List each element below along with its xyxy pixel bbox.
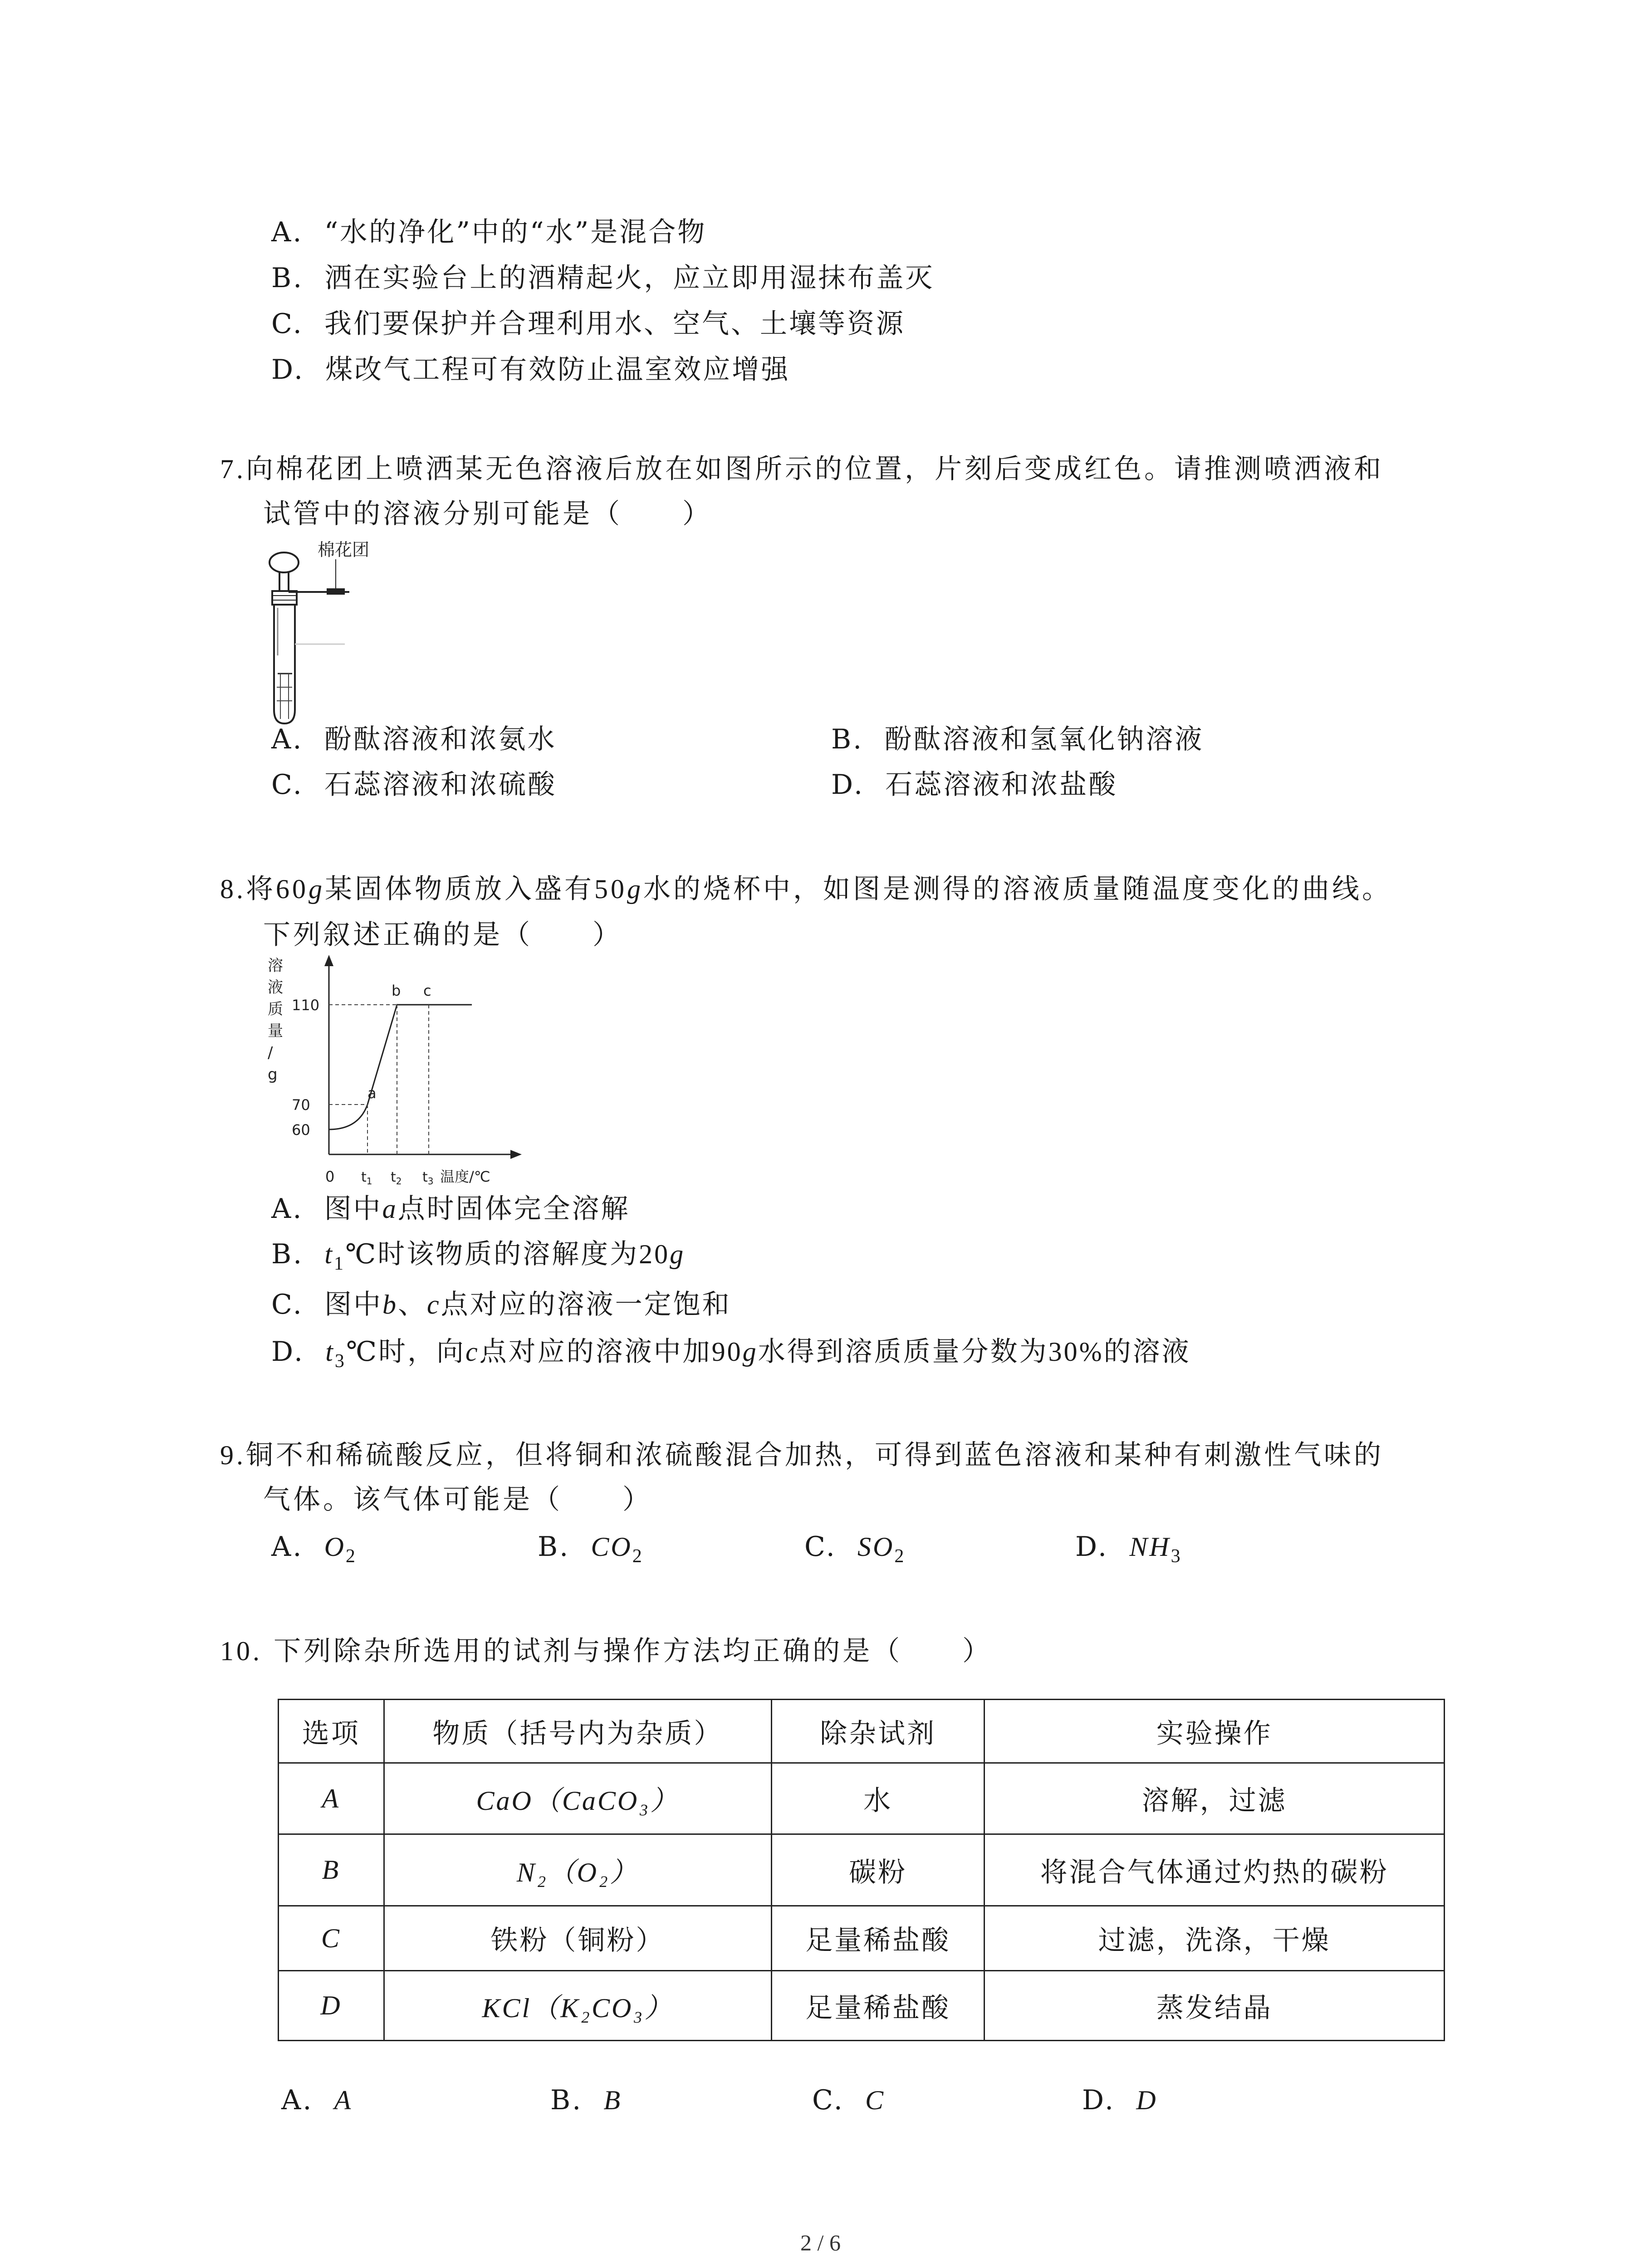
x-axis-label: 温度/℃: [440, 1168, 490, 1185]
option-letter: A.: [271, 723, 304, 755]
temp-var: t: [325, 1337, 335, 1367]
text: 点对应的溶液一定饱和: [441, 1289, 731, 1320]
option-value: D: [1136, 2085, 1158, 2115]
text: 点时固体完全溶解: [397, 1193, 630, 1225]
cotton-ball-label: 棉花团: [318, 540, 370, 560]
formula-sub: 2: [345, 1546, 357, 1567]
value: 20: [639, 1239, 670, 1269]
q9-option-d: [1075, 1529, 1182, 1565]
question-number: 10.: [220, 1636, 262, 1666]
q8-option-b: [271, 1236, 685, 1272]
cell-reagent: 水: [771, 1763, 984, 1834]
q9-option-a: [271, 1529, 357, 1565]
point-label-b: b: [392, 982, 401, 999]
y-axis-label-char: 质: [268, 1000, 283, 1018]
x-tick-label: $t_2$: [391, 1169, 402, 1187]
option-text: 酚酞溶液和氢氧化钠溶液: [884, 723, 1204, 755]
option-letter: C.: [812, 2084, 844, 2116]
formula: NH: [1129, 1532, 1171, 1562]
x-tick-label: $t_1$: [361, 1169, 372, 1187]
option-letter: C.: [271, 769, 304, 801]
option-letter: D.: [271, 1336, 305, 1368]
q7-option-c: [271, 767, 557, 803]
text: 图中: [324, 1289, 382, 1320]
formula-sub: 2: [894, 1546, 906, 1567]
question-text: 下列除杂所选用的试剂与操作方法均正确的是（ ）: [274, 1635, 993, 1667]
y-axis-label-char: 溶: [268, 957, 283, 975]
cell-reagent: 足量稀盐酸: [771, 1906, 984, 1971]
y-axis-label-char: 量: [268, 1022, 283, 1040]
cell-reagent: 足量稀盐酸: [771, 1971, 984, 2041]
text: 、: [398, 1289, 427, 1320]
q10-stem: [220, 1633, 992, 1669]
option-text: 煤改气工程可有效防止温室效应增强: [325, 354, 790, 386]
cell-operation: 溶解，过滤: [985, 1763, 1445, 1834]
y-axis-label-char: /: [268, 1044, 273, 1062]
option-letter: A.: [271, 216, 304, 248]
cell-operation: 过滤，洗涤，干燥: [985, 1906, 1445, 1971]
text: 水的烧杯中，如图是测得的溶液质量随温度变化的曲线。: [643, 873, 1392, 905]
question-text: 向棉花团上喷洒某无色溶液后放在如图所示的位置，片刻后变成红色。请推测喷洒液和: [246, 453, 1384, 485]
solution-mass-curve: [329, 1005, 472, 1129]
q9-option-b: [538, 1529, 644, 1565]
option-letter: B.: [538, 1531, 570, 1563]
text: 将: [246, 873, 276, 905]
option-text: 石蕊溶液和浓硫酸: [324, 769, 557, 801]
point-label-a: a: [367, 1085, 377, 1102]
formula: SO: [857, 1532, 895, 1562]
cell-option: A: [279, 1763, 384, 1834]
q8-option-d: [271, 1334, 1191, 1370]
point-var: b: [382, 1290, 398, 1320]
option-letter: B.: [271, 262, 304, 294]
option-letter: C.: [804, 1531, 837, 1563]
question-number: 7.: [220, 454, 246, 484]
reagent-table: [278, 1699, 1445, 2041]
option-value: C: [865, 2085, 886, 2115]
cell-option: D: [279, 1971, 384, 2041]
cell-substance: KCl（K₂CO₃）: [384, 1971, 771, 2041]
cell-substance: 铁粉（铜粉）: [384, 1906, 771, 1971]
table-row: [279, 1834, 1445, 1906]
cell-option: B: [279, 1834, 384, 1906]
header-cell: 物质（括号内为杂质）: [384, 1700, 771, 1763]
page-number: 2 / 6: [800, 2230, 841, 2255]
option-letter: B.: [831, 723, 864, 755]
q10-option-c: [812, 2082, 885, 2118]
option-text: 我们要保护并合理利用水、空气、土壤等资源: [324, 308, 905, 340]
q6-option-d: [271, 352, 790, 388]
mass-value: 50: [594, 874, 627, 904]
unit: g: [627, 874, 643, 904]
q10-option-b: [550, 2082, 622, 2118]
cell-reagent: 碳粉: [771, 1834, 984, 1906]
text: 某固体物质放入盛有: [325, 873, 594, 905]
option-letter: C.: [271, 308, 304, 340]
q10-option-a: [281, 2082, 353, 2118]
option-letter: D.: [1082, 2084, 1116, 2116]
table-row: [279, 1763, 1445, 1834]
formula: CO: [591, 1532, 632, 1562]
header-cell: 选项: [279, 1700, 384, 1763]
x-axis-arrow: [510, 1150, 522, 1159]
cell-operation: 蒸发结晶: [985, 1971, 1445, 2041]
option-text: 石蕊溶液和浓盐酸: [885, 769, 1118, 801]
cell-operation: 将混合气体通过灼热的碳粉: [985, 1834, 1445, 1906]
table-row: [279, 1906, 1445, 1971]
option-text: 洒在实验台上的酒精起火，应立即用湿抹布盖灭: [324, 262, 935, 294]
option-letter: C.: [271, 1289, 304, 1320]
value: 90: [711, 1337, 743, 1367]
text: 水得到溶质质量分数为: [758, 1336, 1048, 1368]
option-letter: B.: [550, 2084, 583, 2116]
mass-value: 60: [276, 874, 309, 904]
y-tick-label: 70: [292, 1096, 310, 1114]
text: ℃时该物质的溶解度为: [345, 1238, 639, 1270]
option-letter: A.: [271, 1193, 304, 1225]
q7-stem-line2: 试管中的溶液分别可能是（ ）: [263, 498, 712, 530]
q8-stem-line1: [220, 871, 1392, 907]
option-value: A: [334, 2085, 353, 2115]
y-tick-label: 110: [292, 997, 320, 1014]
text: 图中: [324, 1193, 382, 1225]
value: 30%: [1048, 1337, 1104, 1367]
cell-substance: N₂（O₂）: [384, 1834, 771, 1906]
table-header-row: [279, 1700, 1445, 1763]
q7-option-b: [831, 721, 1204, 758]
q9-option-c: [804, 1529, 906, 1565]
option-letter: D.: [1075, 1531, 1109, 1563]
origin-label: 0: [325, 1168, 335, 1185]
q6-option-a: [271, 214, 706, 250]
cell-substance: CaO（CaCO₃）: [384, 1763, 771, 1834]
q9-stem-line1: [220, 1437, 1384, 1473]
table-row: [279, 1971, 1445, 2041]
formula-sub: 2: [632, 1546, 644, 1567]
option-letter: D.: [271, 354, 305, 386]
temp-var: t: [324, 1239, 334, 1269]
temp-sub: 3: [334, 1351, 346, 1372]
text: 点对应的溶液中加: [479, 1336, 712, 1368]
header-cell: 实验操作: [985, 1700, 1445, 1763]
text: 的溶液: [1103, 1336, 1191, 1368]
q6-option-c: [271, 306, 905, 342]
q9-stem-line2: 气体。该气体可能是（ ）: [263, 1484, 652, 1515]
q8-stem-line2: 下列叙述正确的是（ ）: [263, 919, 622, 951]
option-text: “水的净化”中的“水”是混合物: [324, 216, 707, 248]
unit: g: [309, 874, 325, 904]
option-letter: D.: [831, 769, 865, 801]
q8-option-c: [271, 1286, 731, 1323]
option-letter: A.: [271, 1531, 304, 1563]
formula: O: [324, 1532, 346, 1562]
option-value: B: [603, 2085, 622, 2115]
unit: g: [670, 1239, 686, 1269]
question-text: 铜不和稀硫酸反应，但将铜和浓硫酸混合加热，可得到蓝色溶液和某种有刺激性气味的: [246, 1439, 1384, 1471]
point-var: c: [465, 1337, 480, 1367]
test-tube-figure: [259, 538, 422, 728]
point-label-c: c: [423, 982, 431, 999]
x-tick-label: $t_3$: [422, 1169, 434, 1187]
cell-option: C: [279, 1906, 384, 1971]
q7-option-d: [831, 767, 1117, 803]
point-var: a: [382, 1194, 398, 1224]
q7-stem-line1: [220, 451, 1384, 487]
option-letter: B.: [271, 1238, 304, 1270]
point-var: c: [427, 1290, 441, 1320]
option-letter: A.: [281, 2084, 314, 2116]
q8-option-a: [271, 1191, 630, 1227]
q10-option-d: [1082, 2082, 1158, 2118]
y-axis-label-char: g: [268, 1066, 278, 1084]
header-cell: 除杂试剂: [771, 1700, 984, 1763]
q7-option-a: [271, 721, 557, 758]
y-axis-arrow: [324, 955, 333, 966]
unit: g: [742, 1337, 758, 1367]
y-axis-label-char: 液: [268, 978, 283, 997]
q6-option-b: [271, 260, 934, 296]
question-number: 9.: [220, 1440, 246, 1470]
option-text: 酚酞溶液和浓氨水: [324, 723, 557, 755]
question-number: 8.: [220, 874, 246, 904]
formula-sub: 3: [1171, 1546, 1182, 1567]
temp-sub: 1: [334, 1253, 345, 1274]
y-tick-label: 60: [292, 1121, 310, 1139]
text: ℃时，向: [346, 1336, 465, 1368]
solution-mass-chart: [259, 953, 540, 1193]
